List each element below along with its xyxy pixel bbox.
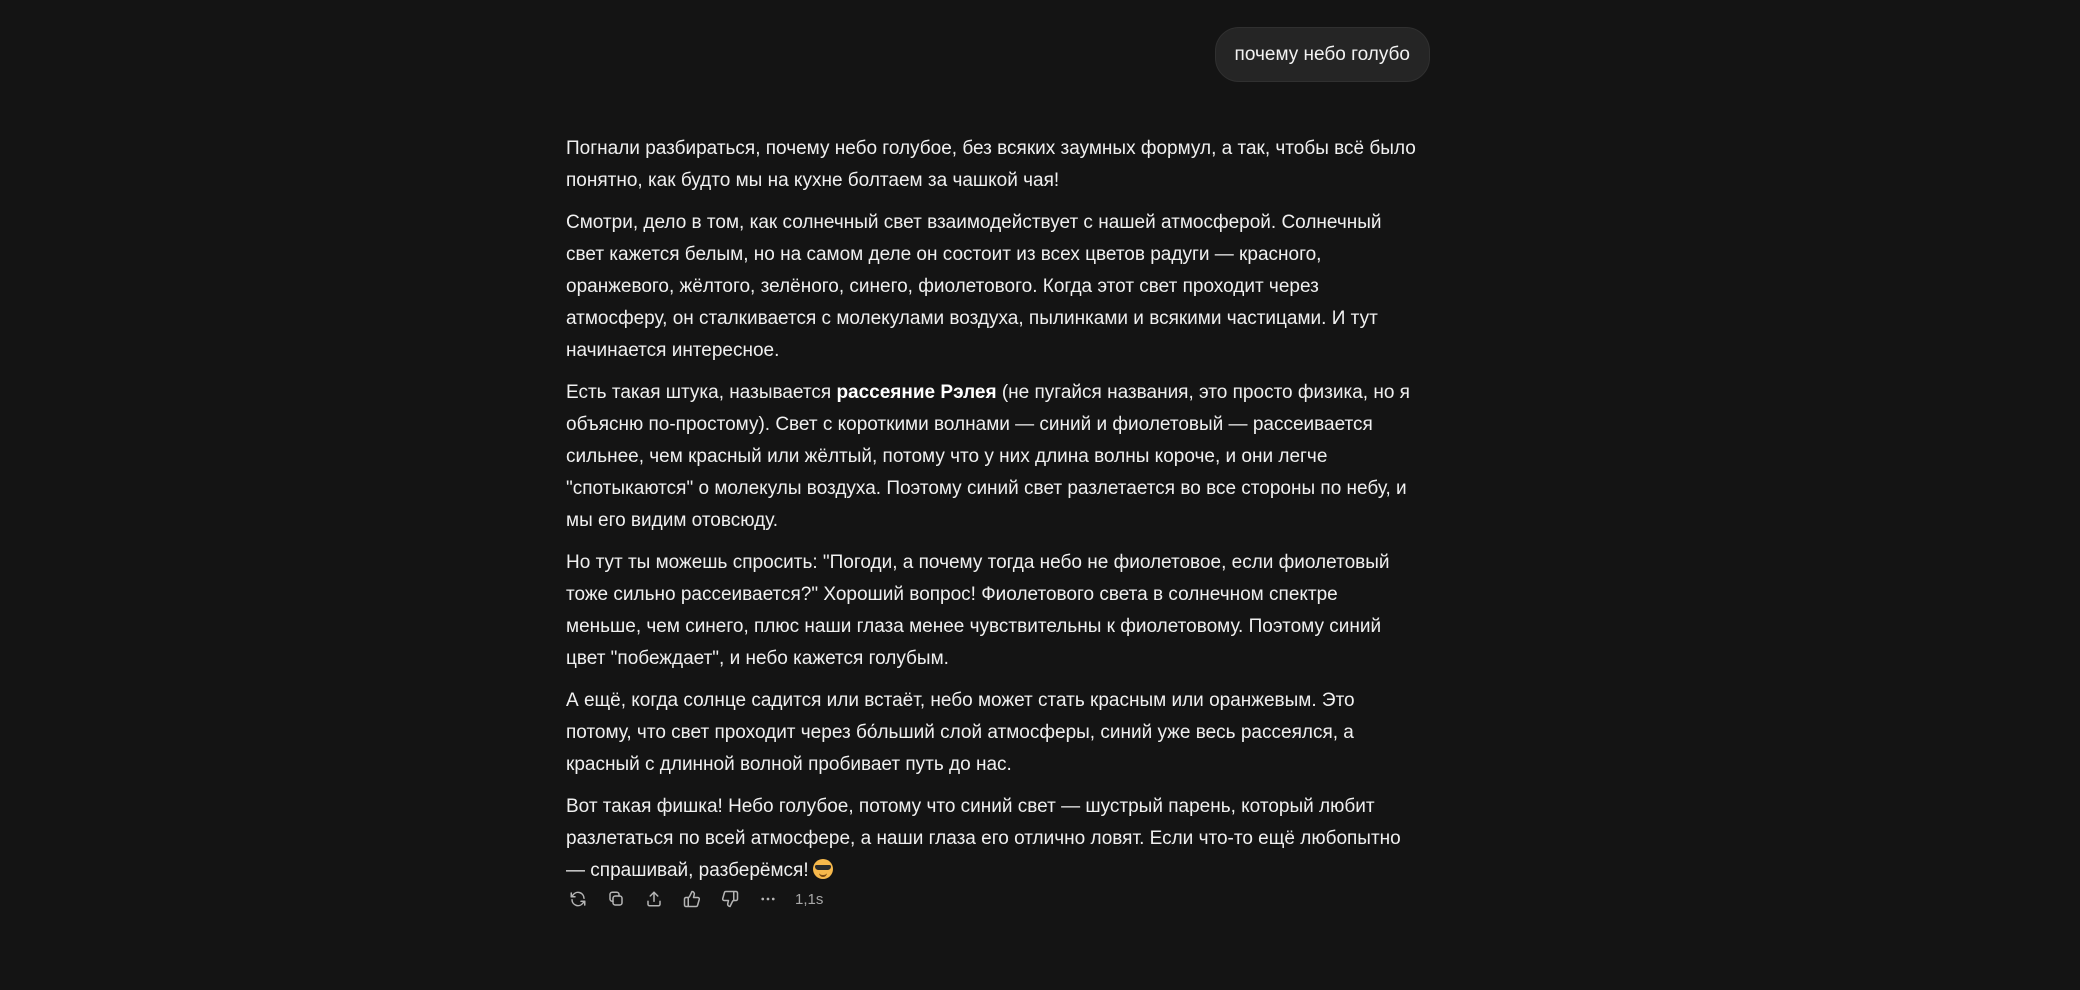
user-message-bubble bbox=[1215, 27, 1430, 82]
paragraph-6-text: Вот такая фишка! Небо голубое, потому что синий свет — шустрый парень, который любит разлетаться по всей атмосфере, а наши глаза его отлично ловят. Если что-то ещё любопытно — спрашивай, разберёмся! bbox=[566, 796, 1401, 881]
thumbs-down-icon[interactable] bbox=[717, 886, 743, 912]
assistant-response bbox=[566, 133, 1416, 897]
response-paragraph-5: А ещё, когда солнце садится или встаёт, небо может стать красным или оранжевым. Это потому, что свет проходит через бо́льший слой атмосферы, синий уже весь рассеялся, а красный с длинной волной пробивает путь до нас. bbox=[566, 690, 1355, 775]
response-time-label: 1,1s bbox=[795, 890, 824, 908]
response-paragraph-2: Смотри, дело в том, как солнечный свет взаимодействует с нашей атмосферой. Солнечный свет кажется белым, но на самом деле он состоит из всех цветов радуги — красного, оранжевого, жёлтого, зелёного, синего, фиолетового. Когда этот свет проходит через атмосферу, он сталкивается с молекулами воздуха, пылинками и всякими частицами. И тут начинается интересное. bbox=[566, 212, 1382, 361]
more-icon[interactable] bbox=[755, 886, 781, 912]
user-message-text: почему небо голубо bbox=[1234, 43, 1410, 65]
regenerate-icon[interactable] bbox=[565, 886, 591, 912]
sunglasses-emoji-icon bbox=[813, 859, 833, 879]
copy-icon[interactable] bbox=[603, 886, 629, 912]
response-action-bar bbox=[565, 886, 823, 912]
response-paragraph-6 bbox=[566, 791, 1416, 887]
response-paragraph-3 bbox=[566, 377, 1416, 537]
thumbs-up-icon[interactable] bbox=[679, 886, 705, 912]
paragraph-3-body: (не пугайся названия, это просто физика, но я объясню по-простому). Свет с короткими волнами — синий и фиолетовый — рассеивается сильнее, чем красный или жёлтый, потому что у них длина волны короче, и они легче "спотыкаются" о молекулы воздуха. Поэтому синий свет разлетается во все стороны по небу, и мы его видим отовсюду. bbox=[566, 382, 1410, 531]
response-paragraph-4: Но тут ты можешь спросить: "Погоди, а почему тогда небо не фиолетовое, если фиолетовый тоже сильно рассеивается?" Хороший вопрос! Фиолетового света в солнечном спектре меньше, чем синего, плюс наши глаза менее чувствительны к фиолетовому. Поэтому синий цвет "побеждает", и небо кажется голубым. bbox=[566, 552, 1390, 669]
share-icon[interactable] bbox=[641, 886, 667, 912]
paragraph-3-intro: Есть такая штука, называется bbox=[566, 382, 837, 403]
response-paragraph-1: Погнали разбираться, почему небо голубое, без всяких заумных формул, а так, чтобы всё было понятно, как будто мы на кухне болтаем за чашкой чая! bbox=[566, 138, 1416, 191]
rayleigh-scattering-term: рассеяние Рэлея bbox=[836, 382, 997, 403]
